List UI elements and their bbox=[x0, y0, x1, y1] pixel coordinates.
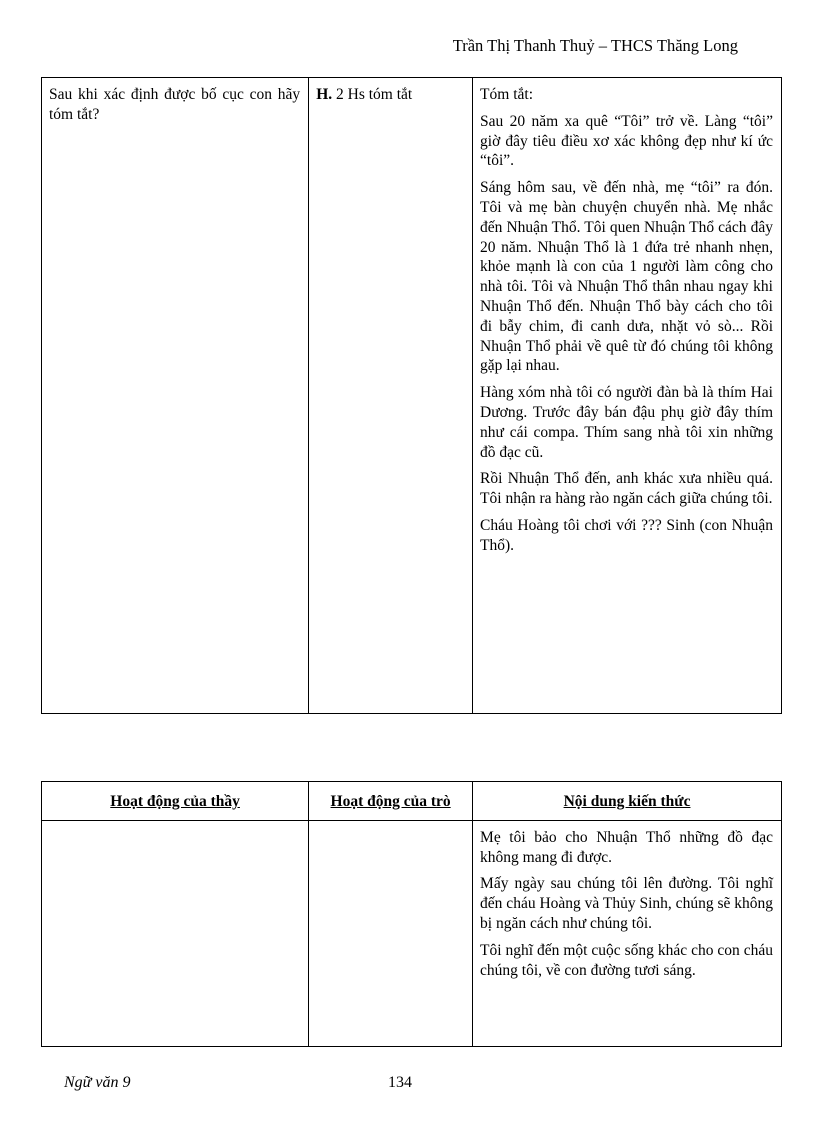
teacher-activity-cell bbox=[42, 78, 309, 714]
content-paragraph: Cháu Hoàng tôi chơi với ??? Sinh (con Nhuận Thổ). bbox=[480, 516, 773, 554]
lesson-table-1 bbox=[41, 77, 782, 714]
teacher-activity-cell bbox=[42, 820, 309, 1046]
knowledge-content-cell bbox=[473, 78, 782, 714]
content-paragraph: Hàng xóm nhà tôi có người đàn bà là thím Hai Dương. Trước đây bán đậu phụ giờ đây thím như cái compa. Thím sang nhà tôi xin những đồ đạc cũ. bbox=[480, 384, 773, 461]
student-activity-cell bbox=[309, 820, 473, 1046]
footer-subject: Ngữ văn 9 bbox=[64, 1074, 131, 1091]
student-activity-cell bbox=[309, 78, 473, 714]
content-paragraph: Mấy ngày sau chúng tôi lên đường. Tôi nghĩ đến cháu Hoàng và Thủy Sinh, chúng sẽ không bị ngăn cách như chúng tôi. bbox=[480, 875, 773, 932]
student-label: H. bbox=[316, 86, 333, 103]
student-activity-text: 2 Hs tóm tắt bbox=[332, 86, 413, 103]
teacher-question: Sau khi xác định được bố cục con hãy tóm tắt? bbox=[49, 86, 301, 123]
header-knowledge-content: Nội dung kiến thức bbox=[473, 782, 782, 821]
content-paragraph: Sáng hôm sau, về đến nhà, mẹ “tôi” ra đón. Tôi và mẹ bàn chuyện chuyển nhà. Mẹ nhắc đến Nhuận Thổ. Tôi quen Nhuận Thổ cách đây 20 năm. Nhuận Thổ là 1 đứa trẻ nhanh nhẹn, khỏe mạnh là con của 1 người làm công cho nhà tôi. Tôi và Nhuận Thổ thân nhau ngay khi Nhuận Thổ đến. Nhuận Thổ bày cách cho tôi đi bẫy chim, đi canh dưa, nhặt vỏ sò... Rồi Nhuận Thổ phải về quê từ đó chúng tôi không gặp lại nhau. bbox=[480, 179, 773, 375]
table-header-row bbox=[42, 782, 782, 821]
header-teacher-activity: Hoạt động của thầy bbox=[42, 782, 309, 821]
content-paragraph: Tôi nghĩ đến một cuộc sống khác cho con cháu chúng tôi, về con đường tươi sáng. bbox=[480, 941, 773, 979]
table-row bbox=[42, 820, 782, 1046]
lesson-table-2 bbox=[41, 781, 782, 1047]
content-paragraph: Sau 20 năm xa quê “Tôi” trở về. Làng “tôi” giờ đây tiêu điều xơ xác không đẹp như kí ức “tôi”. bbox=[480, 112, 773, 170]
content-paragraph: Tóm tắt: bbox=[480, 86, 533, 103]
knowledge-content-cell bbox=[473, 820, 782, 1046]
page-header-author: Trần Thị Thanh Thuỷ – THCS Thăng Long bbox=[452, 36, 738, 55]
content-paragraph: Rồi Nhuận Thổ đến, anh khác xưa nhiều quá. Tôi nhận ra hàng rào ngăn cách giữa chúng tôi. bbox=[480, 470, 773, 508]
content-paragraph: Mẹ tôi bảo cho Nhuận Thổ những đồ đạc không mang đi được. bbox=[480, 828, 773, 866]
header-student-activity: Hoạt động của trò bbox=[309, 782, 473, 821]
page-number: 134 bbox=[388, 1074, 412, 1091]
table-row bbox=[42, 78, 782, 714]
